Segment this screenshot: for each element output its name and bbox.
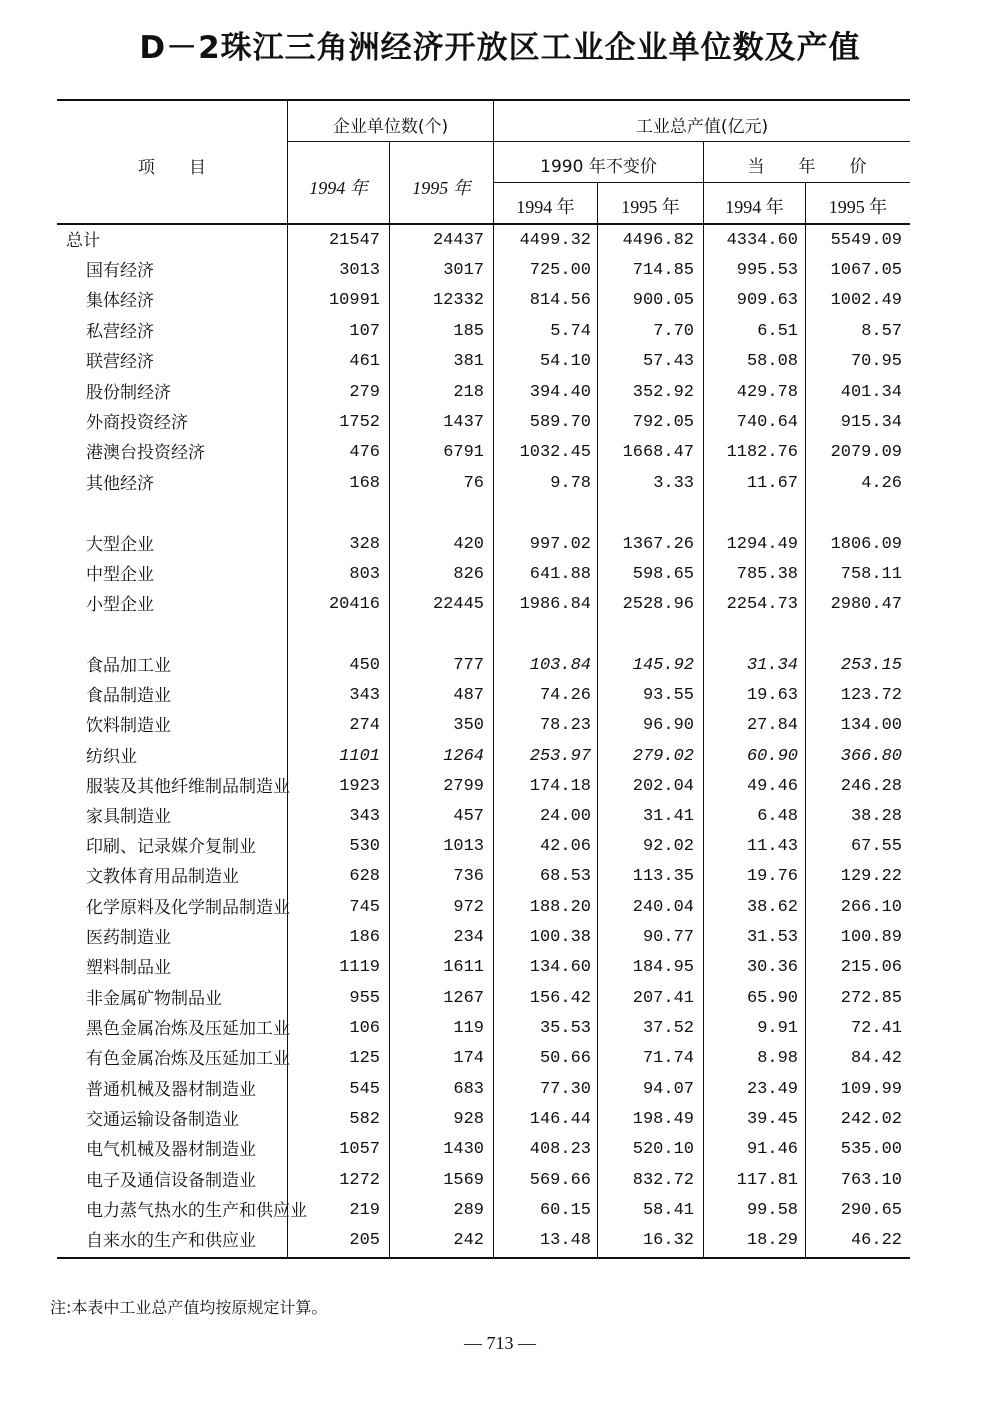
row-value: 38.62 xyxy=(746,898,798,917)
header-units-1995: 1995 年 xyxy=(412,178,471,198)
row-value: 90.77 xyxy=(642,928,694,947)
row-value: 21547 xyxy=(328,231,380,250)
table-row xyxy=(0,408,1000,438)
table-row xyxy=(0,953,1000,983)
table-row xyxy=(0,469,1000,499)
row-value: 1264 xyxy=(443,747,484,766)
row-value: 54.10 xyxy=(539,352,591,371)
row-label: 自来水的生产和供应业 xyxy=(86,1231,256,1251)
row-value: 16.32 xyxy=(642,1231,694,1250)
row-value: 13.48 xyxy=(539,1231,591,1250)
row-value: 100.38 xyxy=(529,928,591,947)
row-value: 218 xyxy=(453,383,484,402)
row-value: 11.43 xyxy=(746,837,798,856)
row-label: 电气机械及器材制造业 xyxy=(86,1140,256,1160)
row-value: 207.41 xyxy=(632,989,694,1008)
row-value: 65.90 xyxy=(746,989,798,1008)
row-label: 黑色金属冶炼及压延加工业 xyxy=(86,1019,290,1039)
row-value: 785.38 xyxy=(736,565,798,584)
row-label: 电子及通信设备制造业 xyxy=(86,1171,256,1191)
header-sub-rule xyxy=(494,182,910,183)
row-value: 2079.09 xyxy=(830,443,902,462)
row-label: 私营经济 xyxy=(86,322,154,342)
row-value: 6.51 xyxy=(757,322,798,341)
row-label: 食品加工业 xyxy=(86,656,171,676)
row-value: 184.95 xyxy=(632,958,694,977)
row-value: 146.44 xyxy=(529,1110,591,1129)
row-label: 非金属矿物制品业 xyxy=(86,989,222,1009)
header-mid-rule xyxy=(287,141,910,142)
row-value: 2528.96 xyxy=(622,595,694,614)
row-value: 535.00 xyxy=(840,1140,902,1159)
row-value: 68.53 xyxy=(539,867,591,886)
row-value: 1752 xyxy=(339,413,380,432)
table-row xyxy=(0,256,1000,286)
table-row xyxy=(0,1075,1000,1105)
row-value: 9.78 xyxy=(550,474,591,493)
header-constant-1995: 1995 年 xyxy=(621,197,680,217)
row-value: 58.08 xyxy=(746,352,798,371)
row-value: 915.34 xyxy=(840,413,902,432)
table-row xyxy=(0,832,1000,862)
header-output-group: 工业总产值(亿元) xyxy=(635,117,769,137)
row-value: 814.56 xyxy=(529,291,591,310)
row-value: 366.80 xyxy=(840,747,902,766)
row-value: 174.18 xyxy=(529,777,591,796)
row-value: 343 xyxy=(349,686,380,705)
table-row xyxy=(0,984,1000,1014)
row-value: 76 xyxy=(463,474,484,493)
table-row xyxy=(0,560,1000,590)
row-value: 1032.45 xyxy=(519,443,591,462)
page-number: — 713 — xyxy=(464,1333,536,1353)
row-value: 714.85 xyxy=(632,261,694,280)
row-value: 995.53 xyxy=(736,261,798,280)
row-value: 19.63 xyxy=(746,686,798,705)
table-row xyxy=(0,742,1000,772)
table-row xyxy=(0,347,1000,377)
row-value: 343 xyxy=(349,807,380,826)
row-value: 290.65 xyxy=(840,1201,902,1220)
row-value: 8.57 xyxy=(861,322,902,341)
row-value: 457 xyxy=(453,807,484,826)
row-value: 266.10 xyxy=(840,898,902,917)
row-label: 印刷、记录媒介复制业 xyxy=(86,837,256,857)
row-value: 803 xyxy=(349,565,380,584)
row-value: 272.85 xyxy=(840,989,902,1008)
row-value: 93.55 xyxy=(642,686,694,705)
row-value: 641.88 xyxy=(529,565,591,584)
row-value: 100.89 xyxy=(840,928,902,947)
row-value: 582 xyxy=(349,1110,380,1129)
row-value: 113.35 xyxy=(632,867,694,886)
header-constant-price: 1990 年不变价 xyxy=(540,157,657,177)
row-value: 134.60 xyxy=(529,958,591,977)
row-value: 777 xyxy=(453,656,484,675)
row-value: 71.74 xyxy=(642,1049,694,1068)
row-label: 电力蒸气热水的生产和供应业 xyxy=(86,1201,307,1221)
header-item: 项 目 xyxy=(138,158,206,178)
header-current-1995: 1995 年 xyxy=(828,197,888,217)
row-value: 4334.60 xyxy=(726,231,798,250)
row-value: 1294.49 xyxy=(726,535,798,554)
row-value: 972 xyxy=(453,898,484,917)
header-constant-1994: 1994 年 xyxy=(516,197,575,217)
row-value: 174 xyxy=(453,1049,484,1068)
row-value: 72.41 xyxy=(850,1019,902,1038)
row-value: 156.42 xyxy=(529,989,591,1008)
row-value: 42.06 xyxy=(539,837,591,856)
row-value: 328 xyxy=(349,535,380,554)
row-value: 50.66 xyxy=(539,1049,591,1068)
row-value: 1067.05 xyxy=(830,261,902,280)
table-row xyxy=(0,1014,1000,1044)
row-value: 134.00 xyxy=(840,716,902,735)
table-row xyxy=(0,1166,1000,1196)
row-value: 279.02 xyxy=(632,747,694,766)
row-value: 242 xyxy=(453,1231,484,1250)
row-value: 3017 xyxy=(443,261,484,280)
table-row xyxy=(0,711,1000,741)
header-current-1994: 1994 年 xyxy=(725,197,784,217)
row-value: 168 xyxy=(349,474,380,493)
row-value: 185 xyxy=(453,322,484,341)
row-value: 67.55 xyxy=(850,837,902,856)
row-value: 826 xyxy=(453,565,484,584)
row-value: 125 xyxy=(349,1049,380,1068)
row-value: 832.72 xyxy=(632,1171,694,1190)
row-value: 2799 xyxy=(443,777,484,796)
row-value: 57.43 xyxy=(642,352,694,371)
row-value: 23.49 xyxy=(746,1080,798,1099)
row-label: 普通机械及器材制造业 xyxy=(86,1080,256,1100)
table-row xyxy=(0,862,1000,892)
row-value: 242.02 xyxy=(840,1110,902,1129)
row-value: 78.23 xyxy=(539,716,591,735)
row-value: 8.98 xyxy=(757,1049,798,1068)
row-value: 117.81 xyxy=(736,1171,798,1190)
row-value: 2980.47 xyxy=(830,595,902,614)
table-row xyxy=(0,893,1000,923)
row-value: 745 xyxy=(349,898,380,917)
row-value: 215.06 xyxy=(840,958,902,977)
table-note: 注:本表中工业总产值均按原规定计算。 xyxy=(50,1298,328,1317)
row-value: 219 xyxy=(349,1201,380,1220)
row-value: 6791 xyxy=(443,443,484,462)
table-row xyxy=(0,1226,1000,1256)
row-label: 食品制造业 xyxy=(86,686,171,706)
row-value: 107 xyxy=(349,322,380,341)
row-value: 39.45 xyxy=(746,1110,798,1129)
row-value: 1668.47 xyxy=(622,443,694,462)
row-label: 纺织业 xyxy=(86,747,137,767)
row-value: 997.02 xyxy=(529,535,591,554)
row-value: 394.40 xyxy=(529,383,591,402)
row-value: 401.34 xyxy=(840,383,902,402)
row-value: 24.00 xyxy=(539,807,591,826)
table-row xyxy=(0,923,1000,953)
row-value: 188.20 xyxy=(529,898,591,917)
row-value: 725.00 xyxy=(529,261,591,280)
row-value: 2254.73 xyxy=(726,595,798,614)
row-value: 31.53 xyxy=(746,928,798,947)
row-label: 小型企业 xyxy=(86,595,154,615)
row-value: 3013 xyxy=(339,261,380,280)
row-value: 84.42 xyxy=(850,1049,902,1068)
row-value: 30.36 xyxy=(746,958,798,977)
row-value: 274 xyxy=(349,716,380,735)
header-units-1994: 1994 年 xyxy=(309,178,368,198)
row-value: 758.11 xyxy=(840,565,902,584)
row-value: 22445 xyxy=(432,595,484,614)
row-label: 总计 xyxy=(66,231,100,251)
row-value: 476 xyxy=(349,443,380,462)
table-row xyxy=(0,530,1000,560)
row-value: 1437 xyxy=(443,413,484,432)
row-value: 253.15 xyxy=(840,656,902,675)
row-value: 487 xyxy=(453,686,484,705)
row-value: 1430 xyxy=(443,1140,484,1159)
row-value: 955 xyxy=(349,989,380,1008)
row-label: 股份制经济 xyxy=(86,383,171,403)
table-row xyxy=(0,802,1000,832)
row-value: 205 xyxy=(349,1231,380,1250)
row-value: 129.22 xyxy=(840,867,902,886)
table-row xyxy=(0,651,1000,681)
table-row xyxy=(0,1135,1000,1165)
page-title: D－2珠江三角洲经济开放区工业企业单位数及产值 xyxy=(139,30,861,66)
table-row xyxy=(0,590,1000,620)
row-value: 1569 xyxy=(443,1171,484,1190)
row-value: 12332 xyxy=(432,291,484,310)
row-value: 1923 xyxy=(339,777,380,796)
table-row xyxy=(0,317,1000,347)
row-label: 中型企业 xyxy=(86,565,154,585)
row-value: 186 xyxy=(349,928,380,947)
row-value: 5.74 xyxy=(550,322,591,341)
table-bottom-rule xyxy=(57,1257,910,1259)
row-label: 家具制造业 xyxy=(86,807,171,827)
row-value: 91.46 xyxy=(746,1140,798,1159)
row-label: 大型企业 xyxy=(86,535,154,555)
row-value: 408.23 xyxy=(529,1140,591,1159)
row-value: 900.05 xyxy=(632,291,694,310)
table-top-rule xyxy=(57,99,910,101)
row-value: 46.22 xyxy=(850,1231,902,1250)
row-value: 60.90 xyxy=(746,747,798,766)
row-value: 1013 xyxy=(443,837,484,856)
row-value: 520.10 xyxy=(632,1140,694,1159)
table-row xyxy=(0,438,1000,468)
row-value: 24437 xyxy=(432,231,484,250)
row-value: 19.76 xyxy=(746,867,798,886)
header-units-group: 企业单位数(个) xyxy=(332,117,449,137)
row-value: 1986.84 xyxy=(519,595,591,614)
row-value: 598.65 xyxy=(632,565,694,584)
table-row xyxy=(0,1196,1000,1226)
row-value: 3.33 xyxy=(653,474,694,493)
row-label: 服装及其他纤维制品制造业 xyxy=(86,777,290,797)
row-value: 4499.32 xyxy=(519,231,591,250)
row-value: 18.29 xyxy=(746,1231,798,1250)
header-bottom-rule xyxy=(57,223,910,225)
row-value: 198.49 xyxy=(632,1110,694,1129)
row-label: 交通运输设备制造业 xyxy=(86,1110,239,1130)
header-current-price: 当 年 价 xyxy=(747,157,867,177)
row-value: 202.04 xyxy=(632,777,694,796)
row-label: 港澳台投资经济 xyxy=(86,443,205,463)
row-value: 1611 xyxy=(443,958,484,977)
row-value: 1057 xyxy=(339,1140,380,1159)
row-value: 234 xyxy=(453,928,484,947)
table-row xyxy=(0,1044,1000,1074)
row-value: 60.15 xyxy=(539,1201,591,1220)
row-value: 109.99 xyxy=(840,1080,902,1099)
row-value: 38.28 xyxy=(850,807,902,826)
row-value: 1182.76 xyxy=(726,443,798,462)
row-label: 饮料制造业 xyxy=(86,716,171,736)
row-label: 国有经济 xyxy=(86,261,154,281)
table-row xyxy=(0,226,1000,256)
row-value: 253.97 xyxy=(529,747,591,766)
row-value: 352.92 xyxy=(632,383,694,402)
row-value: 58.41 xyxy=(642,1201,694,1220)
row-value: 7.70 xyxy=(653,322,694,341)
row-value: 1267 xyxy=(443,989,484,1008)
row-value: 20416 xyxy=(328,595,380,614)
row-value: 530 xyxy=(349,837,380,856)
row-value: 289 xyxy=(453,1201,484,1220)
row-label: 塑料制品业 xyxy=(86,958,171,978)
row-value: 37.52 xyxy=(642,1019,694,1038)
row-value: 350 xyxy=(453,716,484,735)
row-label: 集体经济 xyxy=(86,291,154,311)
row-label: 有色金属冶炼及压延加工业 xyxy=(86,1049,290,1069)
row-value: 31.34 xyxy=(746,656,798,675)
row-value: 145.92 xyxy=(632,656,694,675)
row-value: 763.10 xyxy=(840,1171,902,1190)
row-value: 103.84 xyxy=(529,656,591,675)
row-value: 628 xyxy=(349,867,380,886)
row-value: 123.72 xyxy=(840,686,902,705)
row-value: 5549.09 xyxy=(830,231,902,250)
row-value: 279 xyxy=(349,383,380,402)
row-value: 461 xyxy=(349,352,380,371)
row-value: 1806.09 xyxy=(830,535,902,554)
row-label: 化学原料及化学制品制造业 xyxy=(86,898,290,918)
row-value: 99.58 xyxy=(746,1201,798,1220)
row-value: 429.78 xyxy=(736,383,798,402)
row-value: 35.53 xyxy=(539,1019,591,1038)
row-value: 49.46 xyxy=(746,777,798,796)
row-value: 11.67 xyxy=(746,474,798,493)
row-value: 1272 xyxy=(339,1171,380,1190)
row-value: 6.48 xyxy=(757,807,798,826)
row-value: 70.95 xyxy=(850,352,902,371)
row-value: 119 xyxy=(453,1019,484,1038)
row-value: 240.04 xyxy=(632,898,694,917)
row-value: 74.26 xyxy=(539,686,591,705)
row-value: 683 xyxy=(453,1080,484,1099)
row-label: 文教体育用品制造业 xyxy=(86,867,239,887)
row-value: 27.84 xyxy=(746,716,798,735)
row-value: 740.64 xyxy=(736,413,798,432)
row-value: 92.02 xyxy=(642,837,694,856)
row-value: 94.07 xyxy=(642,1080,694,1099)
row-label: 其他经济 xyxy=(86,474,154,494)
row-value: 450 xyxy=(349,656,380,675)
row-value: 31.41 xyxy=(642,807,694,826)
row-value: 909.63 xyxy=(736,291,798,310)
row-value: 106 xyxy=(349,1019,380,1038)
row-value: 10991 xyxy=(328,291,380,310)
row-label: 外商投资经济 xyxy=(86,413,188,433)
row-value: 246.28 xyxy=(840,777,902,796)
row-value: 77.30 xyxy=(539,1080,591,1099)
row-value: 4496.82 xyxy=(622,231,694,250)
row-value: 545 xyxy=(349,1080,380,1099)
table-row xyxy=(0,681,1000,711)
row-value: 569.66 xyxy=(529,1171,591,1190)
row-value: 589.70 xyxy=(529,413,591,432)
row-value: 96.90 xyxy=(642,716,694,735)
row-value: 420 xyxy=(453,535,484,554)
table-row xyxy=(0,286,1000,316)
row-label: 联营经济 xyxy=(86,352,154,372)
row-value: 736 xyxy=(453,867,484,886)
row-label: 医药制造业 xyxy=(86,928,171,948)
table-row xyxy=(0,772,1000,802)
row-value: 928 xyxy=(453,1110,484,1129)
table-row xyxy=(0,378,1000,408)
row-value: 4.26 xyxy=(861,474,902,493)
row-value: 1119 xyxy=(339,958,380,977)
row-value: 792.05 xyxy=(632,413,694,432)
table-row xyxy=(0,1105,1000,1135)
row-value: 1002.49 xyxy=(830,291,902,310)
row-value: 381 xyxy=(453,352,484,371)
row-value: 9.91 xyxy=(757,1019,798,1038)
row-value: 1101 xyxy=(339,747,380,766)
row-value: 1367.26 xyxy=(622,535,694,554)
